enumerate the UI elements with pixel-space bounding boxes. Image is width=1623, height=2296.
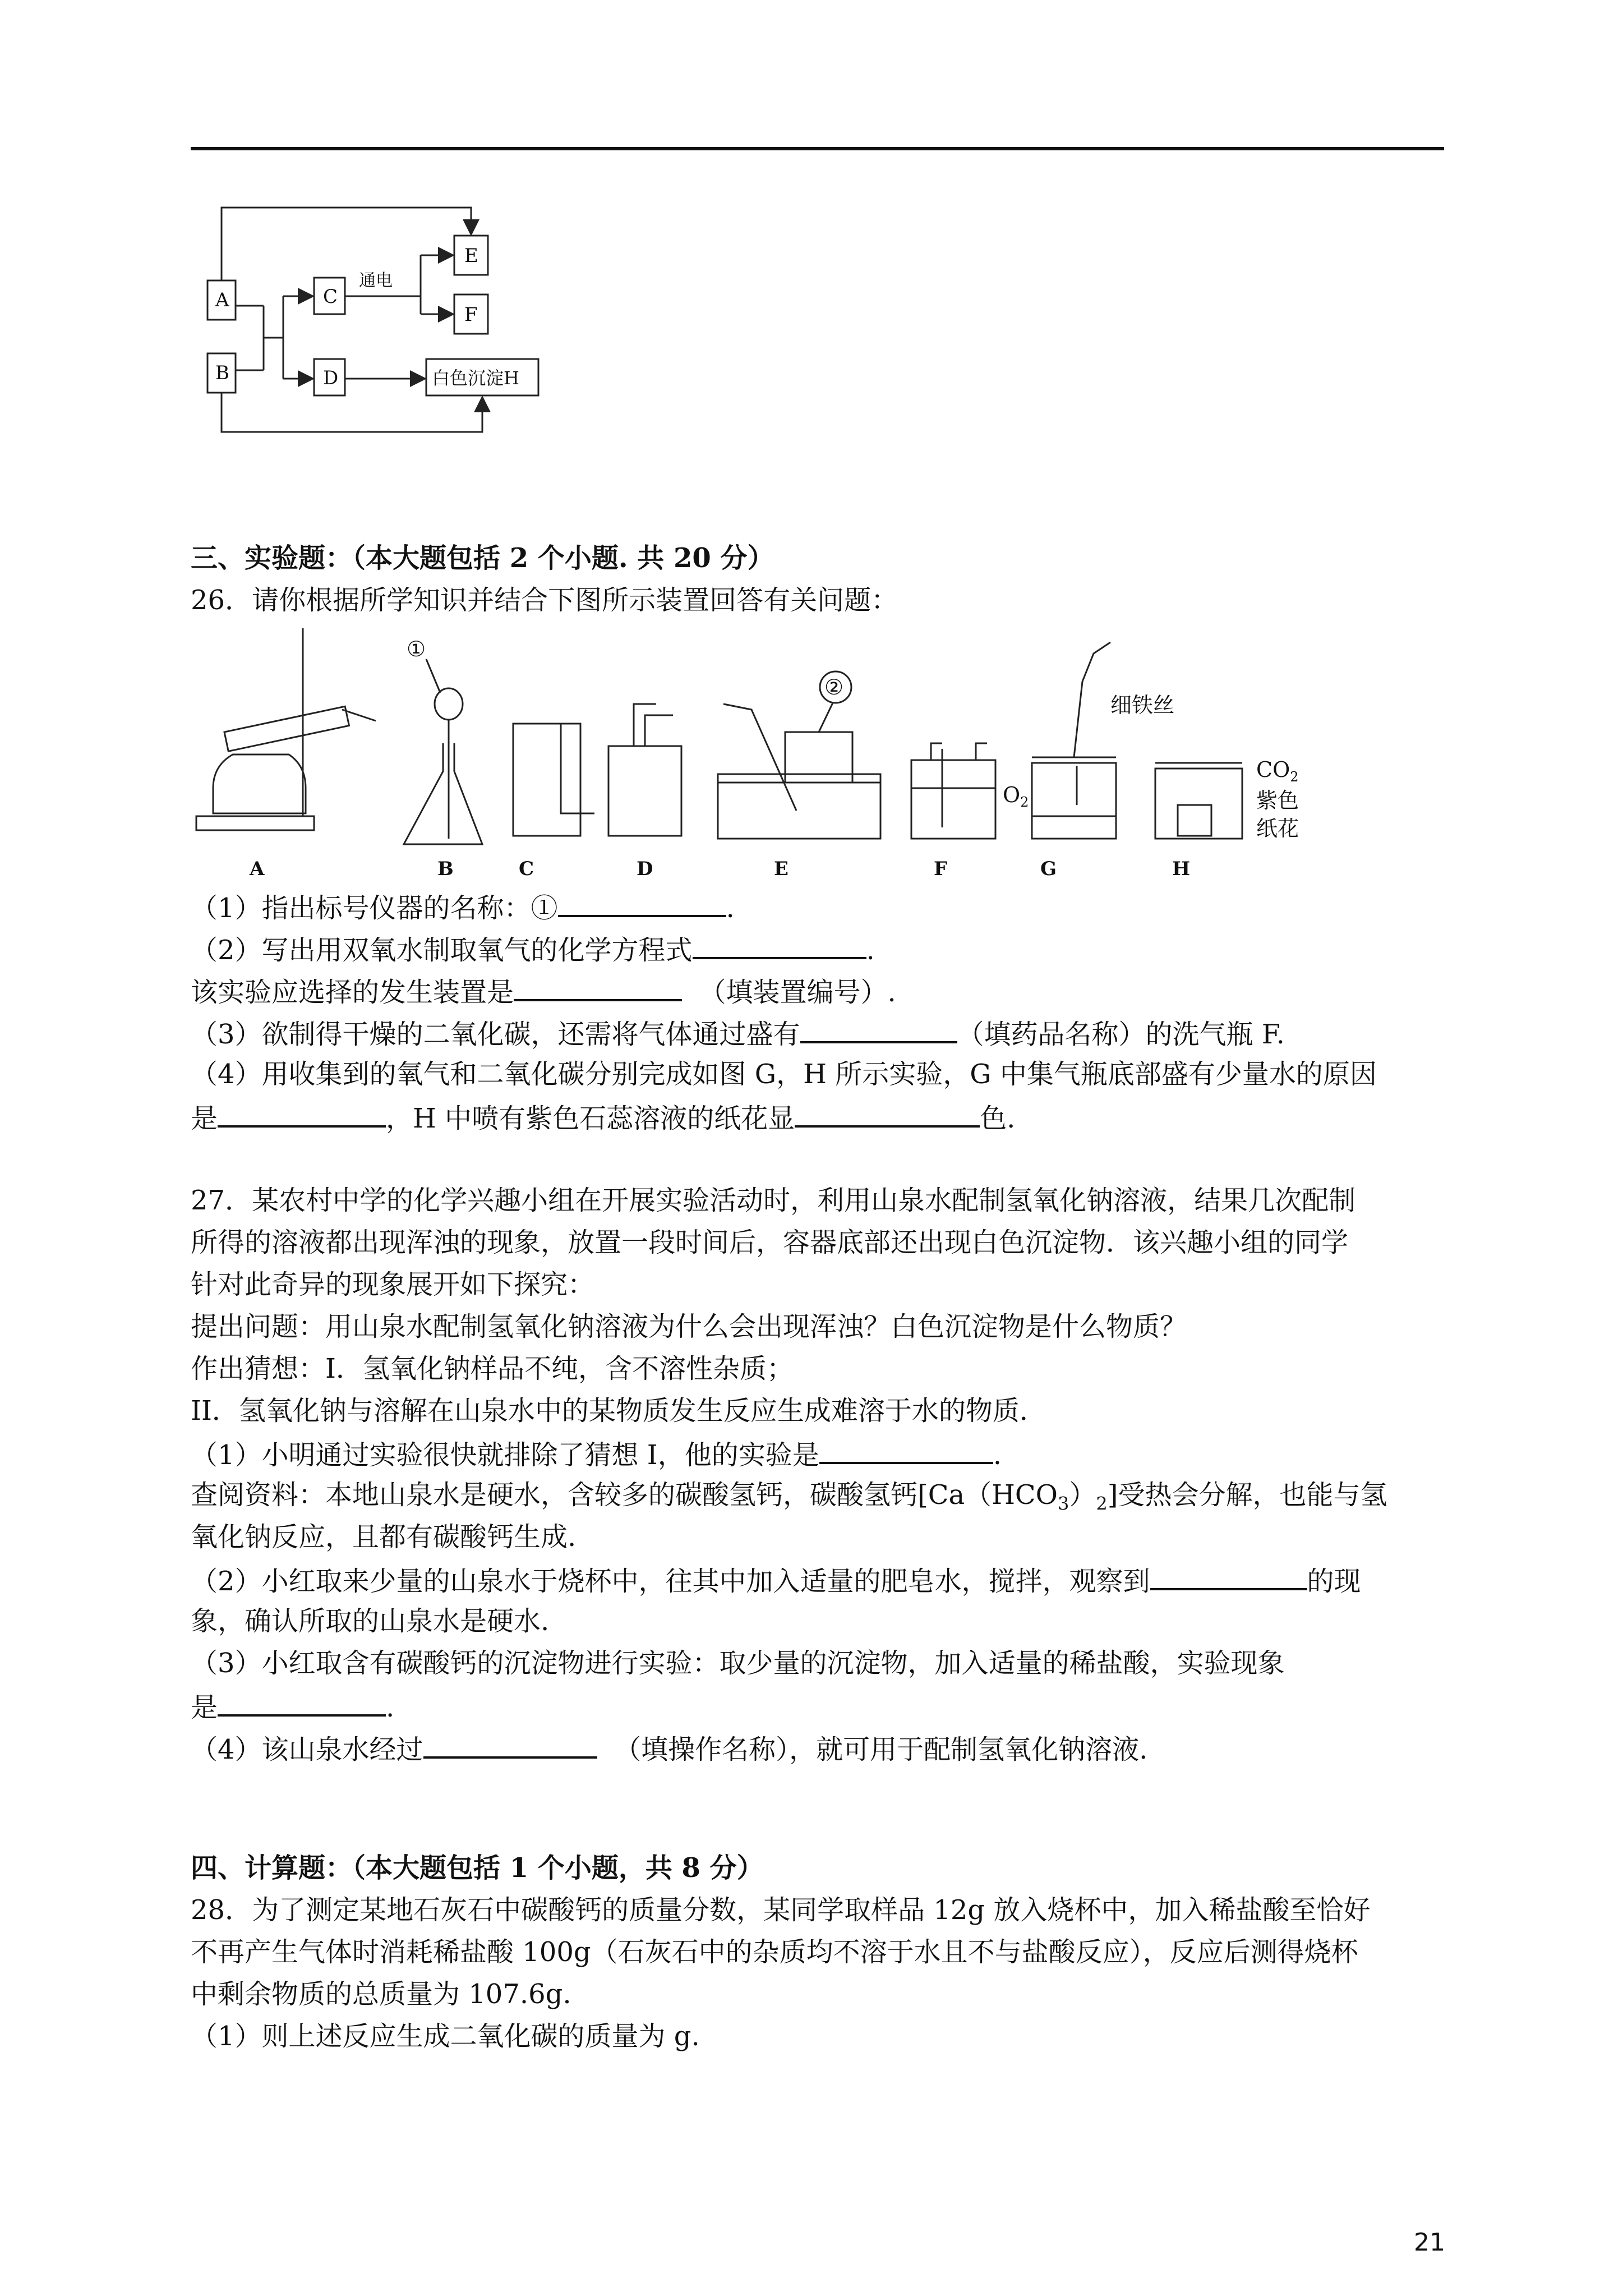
answer-blank[interactable] xyxy=(693,931,866,959)
q27-part4: （4）该山泉水经过 （填操作名称），就可用于配制氢氧化钠溶液. xyxy=(191,1731,1147,1766)
mark-one: ① xyxy=(407,637,426,661)
edge-label-electrolysis: 通电 xyxy=(359,271,393,291)
node-c-label: C xyxy=(323,286,338,308)
o2-label: $O_2$ xyxy=(1003,783,1029,810)
answer-blank[interactable] xyxy=(819,1436,993,1464)
q27-line9: 氧化钠反应，且都有碳酸钙生成. xyxy=(191,1521,577,1553)
q26-part2-cont: 该实验应选择的发生装置是 （填装置编号）. xyxy=(191,973,896,1009)
label-d: D xyxy=(637,858,653,880)
section3-heading: 三、实验题：（本大题包括 2 个小题. 共 20 分） xyxy=(191,542,774,574)
co2-label: $CO_2$ xyxy=(1256,757,1299,785)
label-e: E xyxy=(774,858,789,880)
q27-line1: 27．某农村中学的化学兴趣小组在开展实验活动时，利用山泉水配制氢氧化钠溶液，结果几次配制 xyxy=(191,1185,1356,1216)
q27-line8: 查阅资料：本地山泉水是硬水，含较多的碳酸氢钙，碳酸氢钙$[Ca(HCO_3)_2]$受热会分解，也能与氢 xyxy=(191,1479,1387,1515)
section4-heading: 四、计算题：（本大题包括 1 个小题，共 8 分） xyxy=(191,1852,764,1884)
q27-line4: 提出问题：用山泉水配制氢氧化钠溶液为什么会出现浑浊？白色沉淀物是什么物质？ xyxy=(191,1311,1187,1342)
label-c: C xyxy=(519,858,534,880)
answer-blank[interactable] xyxy=(514,973,682,1001)
label-h: H xyxy=(1172,858,1191,880)
flower-label-1: 紫色 xyxy=(1256,788,1299,813)
label-f: F xyxy=(934,858,948,880)
q26-stem: 26．请你根据所学知识并结合下图所示装置回答有关问题： xyxy=(191,585,898,616)
q28-line3: 中剩余物质的总质量为 107.6g. xyxy=(191,1978,571,2010)
q26-part2: （2）写出用双氧水制取氧气的化学方程式 . xyxy=(191,931,875,967)
label-b: B xyxy=(437,858,454,880)
q26-part3: （3）欲制得干燥的二氧化碳，还需将气体通过盛有 （填药品名称）的洗气瓶 F. xyxy=(191,1015,1285,1051)
apparatus-figure xyxy=(191,620,1301,884)
q26-part4: （4）用收集到的氧气和二氧化碳分别完成如图 G，H 所示实验，G 中集气瓶底部盛有少量水的原因 xyxy=(191,1059,1377,1090)
q26-part1: （1）指出标号仪器的名称：① . xyxy=(191,889,735,925)
node-a-label: A xyxy=(215,289,229,311)
answer-blank[interactable] xyxy=(558,889,726,917)
flower-label-2: 纸花 xyxy=(1256,816,1299,841)
node-f-label: F xyxy=(464,303,478,326)
header-rule xyxy=(191,147,1444,150)
q27-part3: （3）小红取含有碳酸钙的沉淀物进行实验：取少量的沉淀物，加入适量的稀盐酸，实验现象 xyxy=(191,1648,1285,1679)
label-a: A xyxy=(250,858,265,880)
answer-blank[interactable] xyxy=(800,1015,957,1043)
answer-blank[interactable] xyxy=(218,1688,386,1717)
flow-diagram xyxy=(191,191,572,449)
q28-line2: 不再产生气体时消耗稀盐酸 100g（石灰石中的杂质均不溶于水且不与盐酸反应），反应后测得烧杯 xyxy=(191,1936,1358,1968)
q28-part1: （1）则上述反应生成二氧化碳的质量为 g. xyxy=(191,2021,700,2052)
mark-two: ② xyxy=(824,675,844,700)
q27-line2: 所得的溶液都出现浑浊的现象，放置一段时间后，容器底部还出现白色沉淀物．该兴趣小组的同学 xyxy=(191,1227,1349,1258)
q27-line5: 作出猜想：I．氢氧化钠样品不纯，含不溶性杂质； xyxy=(191,1353,794,1384)
q26-part4-cont: 是 ，H 中喷有紫色石蕊溶液的纸花显 色. xyxy=(191,1099,1015,1135)
answer-blank[interactable] xyxy=(1150,1562,1307,1590)
node-d-label: D xyxy=(323,367,339,389)
q28-line1: 28．为了测定某地石灰石中碳酸钙的质量分数，某同学取样品 12g 放入烧杯中，加入稀盐酸至恰好 xyxy=(191,1894,1371,1926)
answer-blank[interactable] xyxy=(795,1099,980,1128)
answer-blank[interactable] xyxy=(218,1099,386,1128)
q27-line6: II．氢氧化钠与溶解在山泉水中的某物质发生反应生成难溶于水的物质． xyxy=(191,1395,1046,1427)
node-h-label: 白色沉淀H xyxy=(432,367,519,389)
q27-part1: （1）小明通过实验很快就排除了猜想 I，他的实验是 . xyxy=(191,1436,1002,1472)
label-g: G xyxy=(1040,858,1057,880)
answer-blank[interactable] xyxy=(423,1731,597,1759)
iron-wire-label: 细铁丝 xyxy=(1110,693,1175,717)
node-e-label: E xyxy=(464,245,478,267)
q27-part2: （2）小红取来少量的山泉水于烧杯中，往其中加入适量的肥皂水，搅拌，观察到 的现 xyxy=(191,1562,1361,1598)
q27-line3: 针对此奇异的现象展开如下探究： xyxy=(191,1269,595,1300)
page-number: 21 xyxy=(1414,2228,1445,2257)
node-b-label: B xyxy=(215,362,229,384)
q27-part3-cont: 是 . xyxy=(191,1688,394,1724)
q27-line11: 象，确认所取的山泉水是硬水. xyxy=(191,1605,550,1637)
